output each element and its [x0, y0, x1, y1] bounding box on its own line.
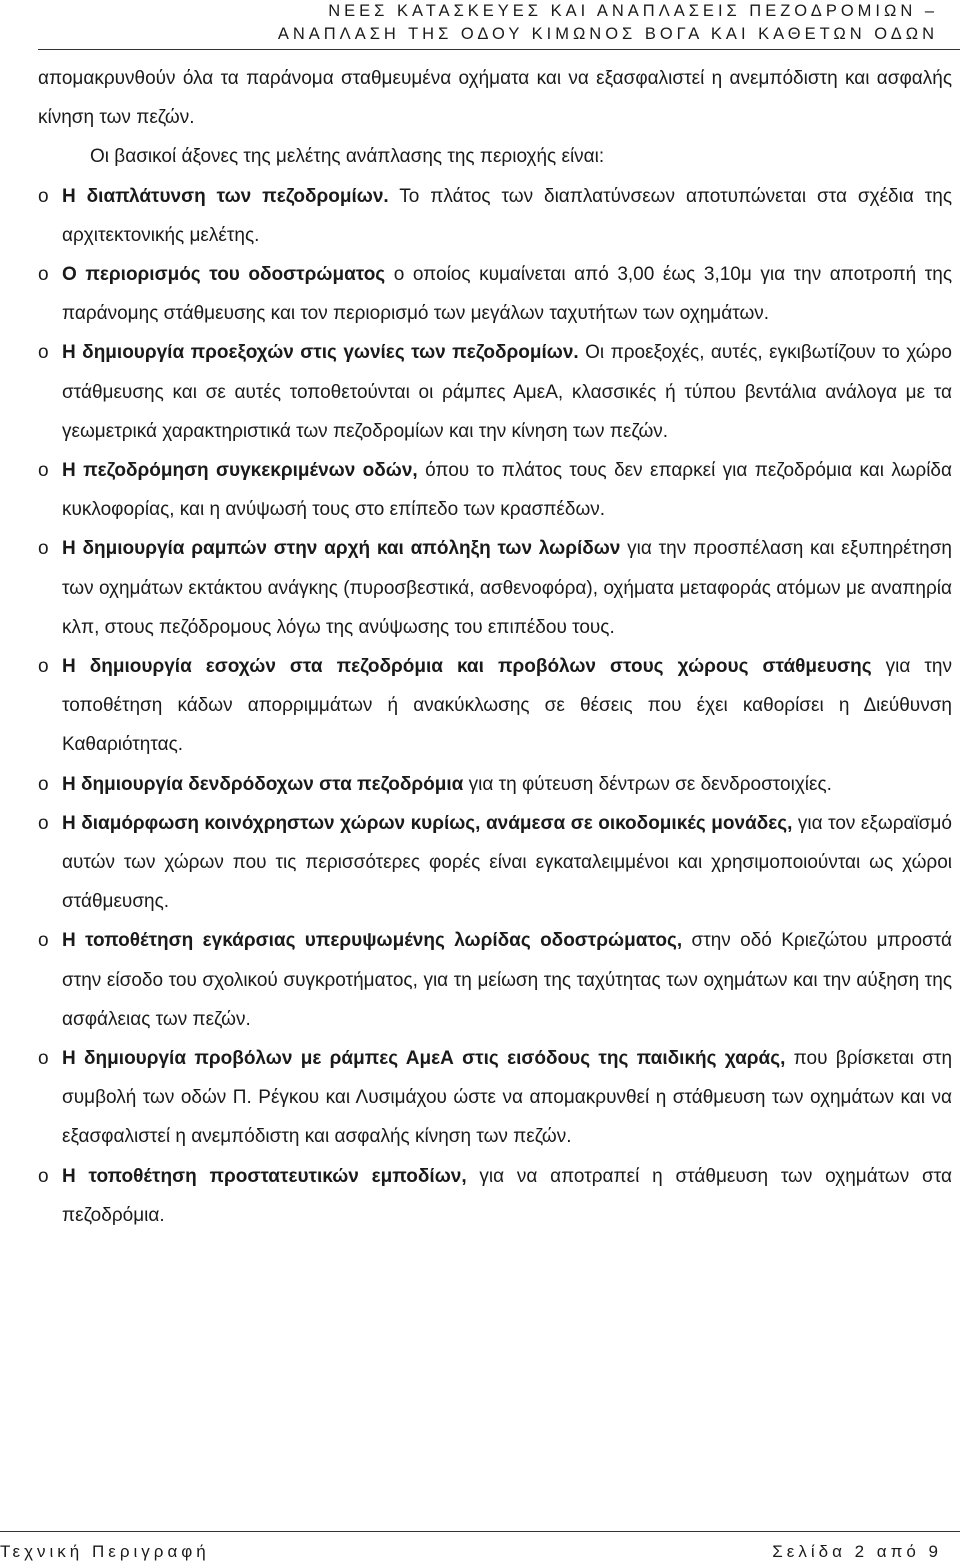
list-item	[38, 921, 952, 1039]
bullet-icon: o	[38, 460, 49, 482]
list-item-heading: Η τοποθέτηση προστατευτικών εμποδίων,	[62, 1165, 467, 1187]
list-item	[38, 451, 952, 529]
list-item-text: ο οποίος κυμαίνεται από 3,00 έως 3,10μ για την αποτροπή της παράνομης στάθμευσης και τον περιορισμό των μεγάλων ταχυτήτων των οχημάτων.	[62, 264, 952, 325]
bullet-icon: o	[38, 656, 49, 678]
list-item-text: όπου το πλάτος τους δεν επαρκεί για πεζοδρόμια και λωρίδα κυκλοφορίας, και η ανύψωσή τους στο επίπεδο των κρασπέδων.	[62, 460, 952, 521]
bullet-icon: o	[38, 1048, 49, 1070]
list-item	[38, 529, 952, 647]
list-item	[38, 177, 952, 255]
list-item-heading: Η τοποθέτηση εγκάρσιας υπερυψωμένης λωρίδας οδοστρώματος,	[62, 930, 683, 952]
list-item-text: Οι προεξοχές, αυτές, εγκιβωτίζουν το χώρο στάθμευσης και σε αυτές τοποθετούνται οι ράμπες ΑμεΑ, κλασσικές ή τύπου βεντάλια ανάλογα με τα γεωμετρικά χαρακτηριστικά των πεζοδρομίων και την κίνηση των πεζών.	[62, 342, 952, 442]
list-item	[38, 1039, 952, 1157]
list-item-text: Το πλάτος των διαπλατύνσεων αποτυπώνεται στα σχέδια της αρχιτεκτονικής μελέτης.	[62, 185, 952, 246]
list-item-heading: Η δημιουργία προεξοχών στις γωνίες των πεζοδρομίων.	[62, 342, 579, 364]
page-header	[18, 0, 938, 46]
bullet-icon: o	[38, 342, 49, 364]
bullet-icon: o	[38, 812, 49, 834]
list-item	[38, 333, 952, 451]
bullet-icon: o	[38, 1165, 49, 1187]
list-item-heading: Η δημιουργία προβόλων με ράμπες ΑμεΑ στις εισόδους της παιδικής χαράς,	[62, 1048, 786, 1070]
list-item-heading: Η διαπλάτυνση των πεζοδρομίων.	[62, 185, 389, 207]
list-item-heading: Η δημιουργία ραμπών στην αρχή και απόληξη των λωρίδων	[62, 538, 621, 560]
bullet-icon: o	[38, 185, 49, 207]
list-item-text: για την τοποθέτηση κάδων απορριμμάτων ή ανακύκλωσης σε θέσεις που έχει καθορίσει η Διεύθυνση Καθαριότητας.	[62, 656, 952, 756]
list-item-heading: Η πεζοδρόμηση συγκεκριμένων οδών,	[62, 460, 418, 482]
bullet-icon: o	[38, 930, 49, 952]
list-item	[38, 647, 952, 765]
list-item-heading: Η δημιουργία εσοχών στα πεζοδρόμια και προβόλων στους χώρους στάθμευσης	[62, 656, 872, 678]
list-item-text: για τον εξωραϊσμό αυτών των χώρων που τις περισσότερες φορές είναι εγκαταλειμμένοι και χρησιμοποιούνται ως χώροι στάθμευσης.	[62, 812, 952, 913]
list-item-heading: Η διαμόρφωση κοινόχρηστων χώρων κυρίως, ανάμεσα σε οικοδομικές μονάδες,	[62, 812, 793, 834]
page-number: Σελίδα 2 από 9	[772, 1542, 942, 1561]
header-divider	[38, 49, 960, 50]
intro-paragraph: απομακρυνθούν όλα τα παράνομα σταθμευμένα οχήματα και να εξασφαλιστεί η ανεμπόδιστη και ασφαλής κίνηση των πεζών.	[38, 68, 952, 129]
list-item	[38, 1157, 952, 1235]
header-line-1: ΝΕΕΣ ΚΑΤΑΣΚΕΥΕΣ ΚΑΙ ΑΝΑΠΛΑΣΕΙΣ ΠΕΖΟΔΡΟΜΙΩΝ –	[328, 2, 938, 20]
footer-title: Τεχνική Περιγραφή	[0, 1542, 210, 1561]
list-item-heading: Η δημιουργία δενδρόδοχων στα πεζοδρόμια	[62, 773, 464, 795]
document-body	[38, 59, 952, 1235]
bullet-icon: o	[38, 538, 49, 560]
bullet-icon: o	[38, 264, 49, 286]
list-item-text: για τη φύτευση δέντρων σε δενδροστοιχίες.	[463, 773, 832, 795]
list-item-heading: Ο περιορισμός του οδοστρώματος	[62, 264, 386, 286]
list-item	[38, 255, 952, 333]
bullet-icon: o	[38, 773, 49, 795]
footer-divider	[0, 1531, 960, 1532]
header-line-2: ΑΝΑΠΛΑΣΗ ΤΗΣ ΟΔΟΥ ΚΙΜΩΝΟΣ ΒΟΓΑ ΚΑΙ ΚΑΘΕΤΩΝ ΟΔΩΝ	[277, 25, 938, 43]
list-item-text: στην οδό Κριεζώτου μπροστά στην είσοδο του σχολικού συγκροτήματος, για τη μείωση της ταχύτητας των οχημάτων και την αύξηση της ασφάλειας των πεζών.	[62, 930, 952, 1030]
list-item-text: για την προσπέλαση και εξυπηρέτηση των οχημάτων εκτάκτου ανάγκης (πυροσβεστικά, ασθενοφόρα), οχήματα μεταφοράς ατόμων με αναπηρία κλπ, στους πεζόδρομους λόγω της ανύψωσης του επιπέδου τους.	[62, 538, 952, 638]
axes-intro: Οι βασικοί άξονες της μελέτης ανάπλασης της περιοχής είναι:	[90, 146, 605, 168]
list-item	[38, 765, 952, 804]
list-item	[38, 804, 952, 922]
list-item-text: για να αποτραπεί η στάθμευση των οχημάτων στα πεζοδρόμια.	[62, 1165, 952, 1226]
list-item-text: που βρίσκεται στη συμβολή των οδών Π. Ρέγκου και Λυσιμάχου ώστε να απομακρυνθεί η στάθμευση των οχημάτων και να εξασφαλιστεί η ανεμπόδιστη και ασφαλής κίνηση των πεζών.	[62, 1048, 953, 1148]
axes-list	[38, 177, 952, 1235]
